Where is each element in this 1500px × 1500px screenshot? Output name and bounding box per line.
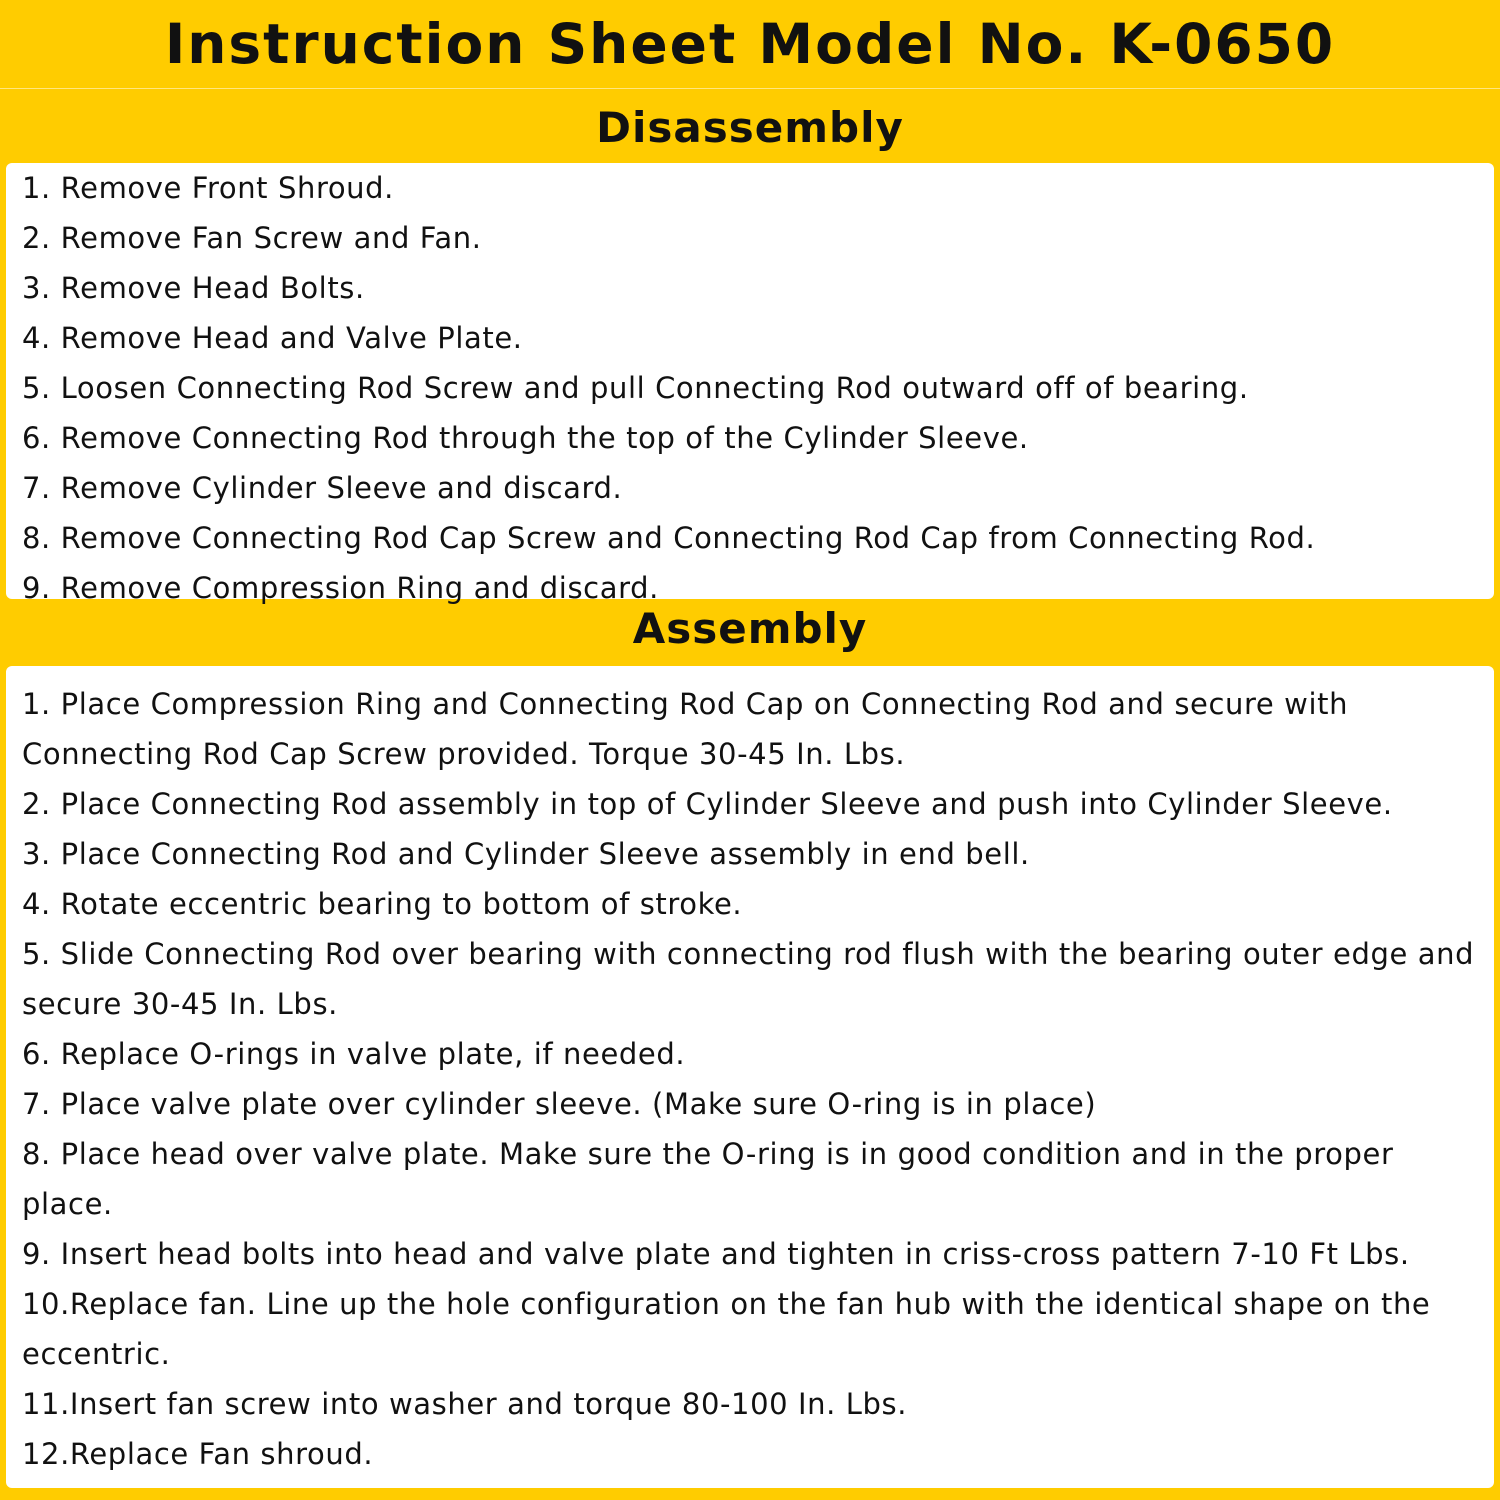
assembly-step: 7. Place valve plate over cylinder sleeve. (Make sure O-ring is in place) [22, 1087, 1097, 1121]
assembly-step: 4. Rotate eccentric bearing to bottom of stroke. [22, 887, 743, 921]
assembly-step: 9. Insert head bolts into head and valve plate and tighten in criss-cross pattern 7-10 Ft Lbs. [22, 1237, 1410, 1271]
assembly-step: 10.Replace fan. Line up the hole configuration on the fan hub with the identical shape on the eccentric. [22, 1287, 1441, 1371]
assembly-heading: Assembly [632, 604, 868, 653]
disassembly-step: 4. Remove Head and Valve Plate. [22, 321, 523, 355]
assembly-step: 5. Slide Connecting Rod over bearing with connecting rod flush with the bearing outer edge and secure 30-45 In. Lbs. [22, 937, 1484, 1021]
disassembly-step: 7. Remove Cylinder Sleeve and discard. [22, 471, 623, 505]
page-title: Instruction Sheet Model No. K-0650 [164, 12, 1336, 76]
disassembly-heading: Disassembly [596, 103, 904, 152]
assembly-step: 2. Place Connecting Rod assembly in top of Cylinder Sleeve and push into Cylinder Sleeve. [22, 787, 1393, 821]
disassembly-panel [6, 163, 1494, 605]
assembly-step: 6. Replace O-rings in valve plate, if needed. [22, 1037, 686, 1071]
assembly-steps [22, 679, 1494, 1479]
disassembly-step: 3. Remove Head Bolts. [22, 271, 365, 305]
disassembly-step: 1. Remove Front Shroud. [22, 171, 394, 205]
title-bar [0, 0, 1500, 89]
assembly-step: 12.Replace Fan shroud. [22, 1437, 374, 1471]
assembly-step: 1. Place Compression Ring and Connecting Rod Cap on Connecting Rod and secure with Connecting Rod Cap Screw provided. Torque 30-45 In. Lbs. [22, 687, 1358, 771]
assembly-step: 3. Place Connecting Rod and Cylinder Sleeve assembly in end bell. [22, 837, 1030, 871]
disassembly-step: 6. Remove Connecting Rod through the top of the Cylinder Sleeve. [22, 421, 1029, 455]
disassembly-step: 2. Remove Fan Screw and Fan. [22, 221, 482, 255]
disassembly-steps [22, 163, 1494, 613]
assembly-step: 11.Insert fan screw into washer and torque 80-100 In. Lbs. [22, 1387, 908, 1421]
disassembly-step: 5. Loosen Connecting Rod Screw and pull Connecting Rod outward off of bearing. [22, 371, 1249, 405]
assembly-step: 8. Place head over valve plate. Make sure the O-ring is in good condition and in the proper place. [22, 1137, 1404, 1221]
disassembly-step: 8. Remove Connecting Rod Cap Screw and Connecting Rod Cap from Connecting Rod. [22, 521, 1316, 555]
assembly-panel [6, 666, 1494, 1488]
disassembly-step: 9. Remove Compression Ring and discard. [22, 571, 659, 605]
